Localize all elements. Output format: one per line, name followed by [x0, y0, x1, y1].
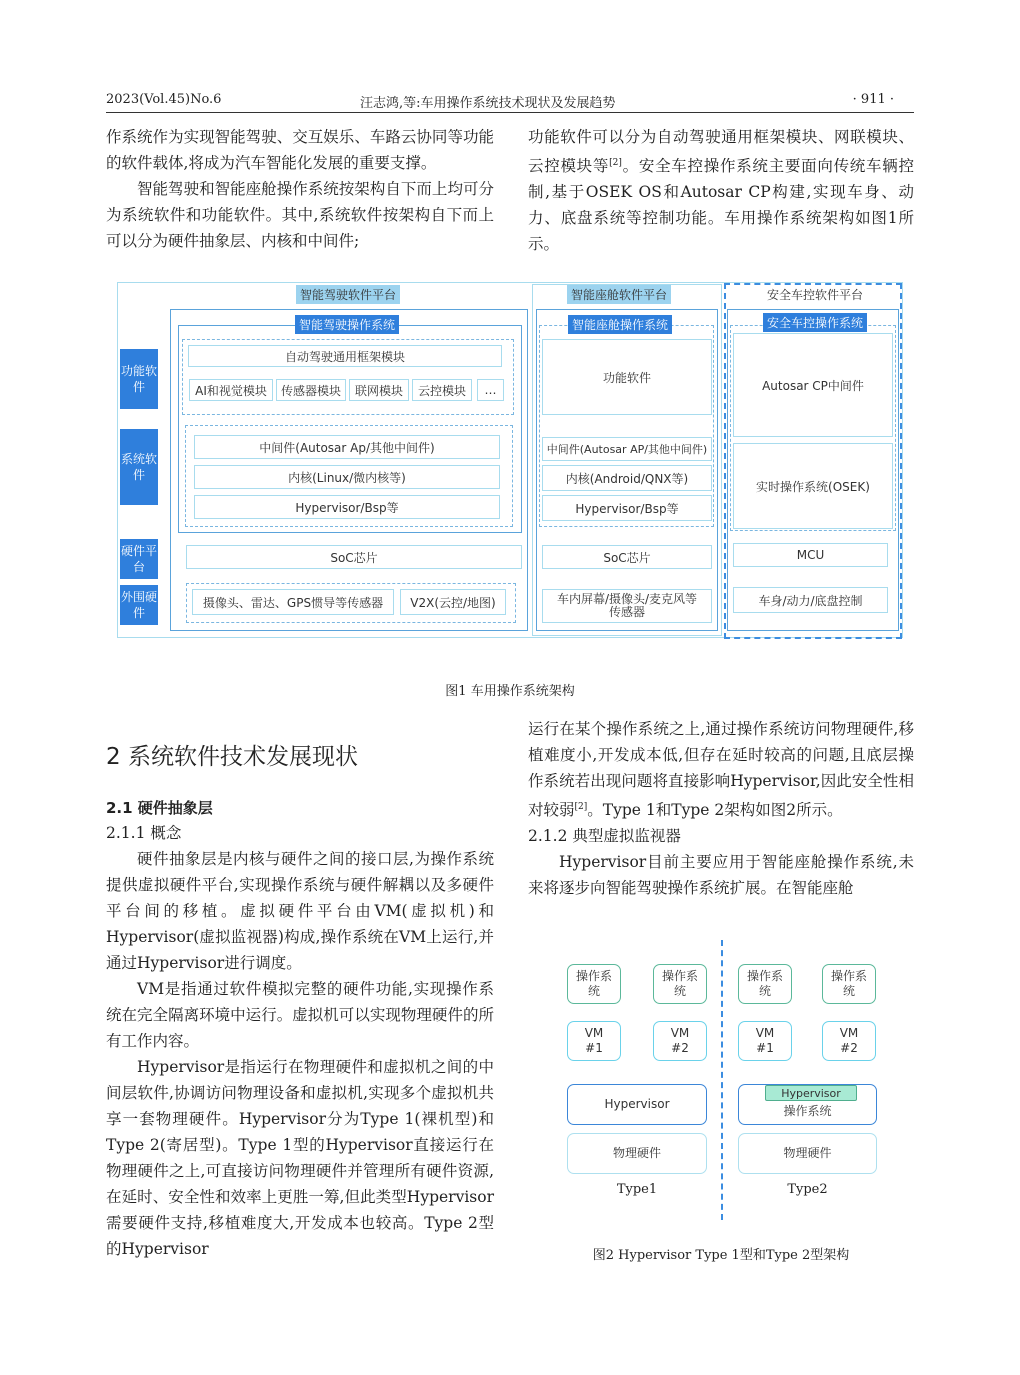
- article-title-header: 汪志鸿,等:车用操作系统技术现状及发展趋势: [360, 96, 616, 111]
- paragraph: 智能驾驶和智能座舱操作系统按架构自下而上均可分为系统软件和功能软件。其中,系统软件按架构自下而上可以分为硬件抽象层、内核和中间件;: [106, 180, 494, 250]
- cockpit-soc-chip: SoC芯片: [542, 545, 712, 569]
- cockpit-os-title: 智能座舱操作系统: [568, 315, 672, 334]
- type1-os-2: 操作系统: [653, 964, 707, 1004]
- page-number: · 911 ·: [852, 92, 894, 107]
- side-label-system-software: 系统软件: [120, 429, 158, 505]
- cockpit-kernel: 内核(Android/QNX等): [542, 465, 712, 491]
- module-network: 联网模块: [349, 379, 409, 401]
- text: 运行在某个操作系统之上,通过操作系统访问物理硬件,移植难度小,开发成本低,但存在延时较高的问题,且底层操作系统若出现问题将直接影响Hypervisor,因此安全性相对较弱: [528, 720, 914, 820]
- driving-kernel: 内核(Linux/微内核等): [194, 465, 500, 489]
- side-label-hardware-platform: 硬件平台: [120, 539, 158, 579]
- figure-1-caption: 图1 车用操作系统架构: [445, 684, 575, 699]
- module-sensor: 传感器模块: [276, 379, 346, 401]
- type1-vm-2: VM #2: [653, 1021, 707, 1061]
- type1-label: Type1: [616, 1182, 658, 1197]
- type1-os-1: 操作系统: [567, 964, 621, 1004]
- section-2-1-1-body: [106, 846, 494, 1262]
- driving-platform-title: 智能驾驶软件平台: [296, 285, 400, 304]
- section-2-1-2-heading: 2.1.2 典型虚拟监视器: [528, 827, 681, 846]
- paragraph: 硬件抽象层是内核与硬件之间的接口层,为操作系统提供虚拟硬件平台,实现操作系统与硬件解耦以及多硬件平台间的移植。虚拟硬件平台由VM(虚拟机)和Hypervisor(虚拟监视器)构成,操作系统在VM上运行,并通过Hypervisor进行调度。: [106, 850, 494, 972]
- figure-2-caption: 图2 Hypervisor Type 1型和Type 2型架构: [592, 1248, 850, 1263]
- driving-v2x: V2X(云控/地图): [400, 589, 506, 615]
- module-ai-vision: AI和视觉模块: [189, 379, 273, 401]
- cockpit-hypervisor: Hypervisor/Bsp等: [542, 495, 712, 521]
- type1-hardware: 物理硬件: [567, 1133, 707, 1174]
- text: 功能软件可以分为自动驾驶通用框架模块、网联模块、云控模块等: [528, 128, 914, 176]
- driving-soc-chip: SoC芯片: [186, 545, 522, 569]
- module-more: …: [477, 379, 504, 401]
- type2-os-1: 操作系统: [738, 964, 792, 1004]
- paragraph: 作系统作为实现智能驾驶、交互娱乐、车路云协同等功能的软件载体,将成为汽车智能化发展的重要支撑。: [106, 128, 494, 172]
- type2-host-os: 操作系统: [738, 1084, 877, 1125]
- citation: [2]: [609, 158, 622, 168]
- type2-hypervisor: Hypervisor: [765, 1085, 857, 1101]
- top-left-text: [106, 124, 494, 254]
- cockpit-function-software: 功能软件: [542, 339, 712, 415]
- driving-framework: 自动驾驶通用框架模块: [188, 345, 502, 367]
- text: 。安全车控操作系统主要面向传统车辆控制,基于OSEK OS和Autosar CP构建,实现车身、动力、底盘系统等控制功能。车用操作系统架构如图1所示。: [528, 157, 914, 254]
- figure-1-architecture: [117, 282, 903, 638]
- type2-os-2: 操作系统: [822, 964, 876, 1004]
- paragraph: VM是指通过软件模拟完整的硬件功能,实现操作系统在完全隔离环境中运行。虚拟机可以实现物理硬件的所有工作内容。: [106, 980, 494, 1050]
- safety-platform-title: 安全车控软件平台: [763, 285, 867, 304]
- side-label-peripheral-hardware: 外围硬件: [120, 585, 158, 625]
- safety-rtos: 实时操作系统(OSEK): [733, 443, 893, 529]
- driving-os-title: 智能驾驶操作系统: [295, 315, 399, 334]
- side-label-function-software: 功能软件: [120, 349, 158, 409]
- driving-sensors: 摄像头、雷达、GPS惯导等传感器: [192, 589, 394, 615]
- right-column-text: [528, 716, 914, 901]
- cockpit-peripherals: 车内屏幕/摄像头/麦克风等传感器: [542, 589, 712, 623]
- type1-vm-1: VM #1: [567, 1021, 621, 1061]
- driving-middleware: 中间件(Autosar Ap/其他中间件): [194, 435, 500, 459]
- section-2-1-heading: 2.1 硬件抽象层: [106, 799, 213, 817]
- cockpit-platform-title: 智能座舱软件平台: [567, 285, 671, 304]
- section-2-1-1-heading: 2.1.1 概念: [106, 824, 182, 842]
- section-2-heading: 2 系统软件技术发展现状: [106, 744, 358, 770]
- paragraph: Hypervisor目前主要应用于智能座舱操作系统,未来将逐步向智能驾驶操作系统扩展。在智能座舱: [528, 853, 914, 898]
- journal-issue: 2023(Vol.45)No.6: [106, 92, 222, 107]
- divider-line: [721, 940, 723, 1220]
- type1-hypervisor: Hypervisor: [567, 1084, 707, 1125]
- text: 。Type 1和Type 2架构如图2所示。: [587, 801, 843, 820]
- safety-control: 车身/动力/底盘控制: [733, 587, 888, 613]
- type2-label: Type2: [787, 1182, 828, 1197]
- safety-mcu: MCU: [733, 543, 888, 567]
- safety-autosar-cp: Autosar CP中间件: [733, 333, 893, 437]
- type2-vm-2: VM #2: [822, 1021, 876, 1061]
- running-header: [106, 90, 914, 113]
- cockpit-middleware: 中间件(Autosar AP/其他中间件): [542, 437, 712, 461]
- safety-os-title: 安全车控操作系统: [763, 313, 867, 332]
- type2-hardware: 物理硬件: [738, 1133, 877, 1174]
- driving-hypervisor: Hypervisor/Bsp等: [194, 495, 500, 519]
- top-right-text: [528, 124, 914, 257]
- paragraph: Hypervisor是指运行在物理硬件和虚拟机之间的中间层软件,协调访问物理设备和虚拟机,实现多个虚拟机共享一套物理硬件。Hypervisor分为Type 1(裸机型)和Type 2(寄居型)。Type 1型的Hypervisor直接运行在物理硬件之上,可直接访问物理硬件并管理所有硬件资源,在延时、安全性和效率上更胜一筹,但此类型Hypervisor需要硬件支持,移植难度大,开发成本也较高。Type 2型的Hypervisor: [106, 1058, 494, 1258]
- type2-vm-1: VM #1: [738, 1021, 792, 1061]
- module-cloud-control: 云控模块: [412, 379, 472, 401]
- citation: [2]: [574, 802, 588, 812]
